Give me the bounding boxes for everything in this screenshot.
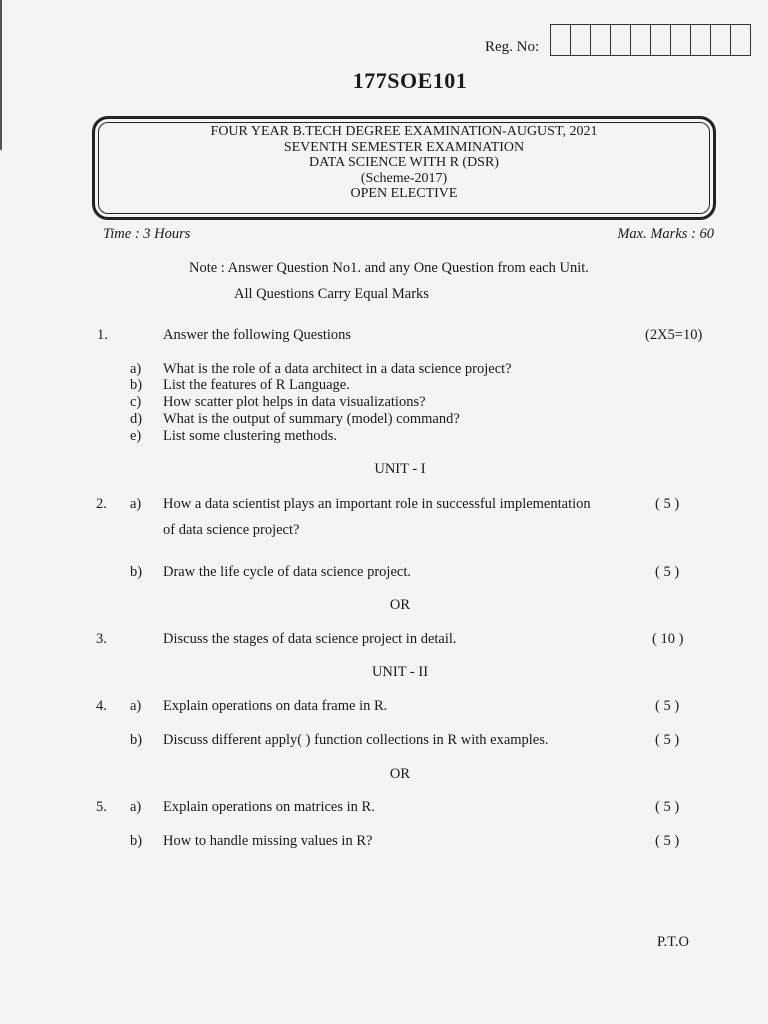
- reg-digit-box[interactable]: [590, 24, 611, 56]
- question-marks: ( 5 ): [655, 564, 680, 580]
- question-marks: ( 5 ): [655, 833, 680, 849]
- subpart-text: How a data scientist plays an important role in successful implementation: [163, 496, 591, 512]
- elective-line: OPEN ELECTIVE: [350, 186, 458, 201]
- question-number: 3.: [96, 631, 107, 647]
- max-marks: Max. Marks : 60: [617, 226, 714, 242]
- subpart-label: d): [130, 411, 143, 427]
- subpart-label: e): [130, 428, 142, 444]
- reg-digit-box[interactable]: [610, 24, 631, 56]
- question-marks: (2X5=10): [645, 327, 703, 343]
- subpart-label: b): [130, 564, 143, 580]
- reg-digit-box[interactable]: [730, 24, 751, 56]
- question-marks: ( 5 ): [655, 799, 680, 815]
- subpart-label: a): [130, 496, 142, 512]
- scheme-line: (Scheme-2017): [360, 170, 448, 186]
- reg-digit-box[interactable]: [650, 24, 671, 56]
- reg-digit-box[interactable]: [670, 24, 691, 56]
- subpart-text: What is the output of summary (model) command?: [163, 411, 460, 427]
- subpart-text: Draw the life cycle of data science project.: [163, 564, 411, 580]
- time-duration: Time : 3 Hours: [103, 226, 191, 242]
- subpart-text: List some clustering methods.: [163, 428, 337, 444]
- reg-digit-box[interactable]: [570, 24, 591, 56]
- subpart-text: Explain operations on data frame in R.: [163, 698, 388, 714]
- subpart-label: c): [130, 394, 142, 410]
- subpart-label: b): [130, 377, 143, 393]
- reg-no-boxes[interactable]: [551, 24, 751, 56]
- subject-line: DATA SCIENCE WITH R (DSR): [309, 155, 499, 170]
- subpart-text: How scatter plot helps in data visualizations?: [163, 394, 426, 410]
- unit-heading: UNIT - II: [371, 664, 429, 680]
- unit-heading: UNIT - I: [374, 461, 426, 477]
- reg-digit-box[interactable]: [690, 24, 711, 56]
- subpart-text: Discuss different apply( ) function collections in R with examples.: [163, 732, 549, 748]
- subpart-label: b): [130, 732, 143, 748]
- reg-digit-box[interactable]: [550, 24, 571, 56]
- question-marks: ( 5 ): [655, 496, 680, 512]
- or-separator: OR: [389, 766, 411, 782]
- subpart-label: a): [130, 799, 142, 815]
- reg-digit-box[interactable]: [710, 24, 731, 56]
- page-turn-note: P.T.O: [657, 934, 689, 950]
- subpart-label: a): [130, 361, 142, 377]
- subpart-text: Explain operations on matrices in R.: [163, 799, 375, 815]
- or-separator: OR: [389, 597, 411, 613]
- reg-no-label: Reg. No:: [485, 39, 540, 55]
- exam-header: [92, 124, 716, 202]
- question-text: Answer the following Questions: [163, 327, 352, 343]
- subpart-text-cont: of data science project?: [163, 522, 300, 538]
- subpart-text: How to handle missing values in R?: [163, 833, 373, 849]
- paper-code: 177SOE101: [352, 68, 468, 93]
- semester-line: SEVENTH SEMESTER EXAMINATION: [283, 139, 525, 155]
- question-marks: ( 10 ): [652, 631, 684, 647]
- question-number: 2.: [96, 496, 107, 512]
- question-marks: ( 5 ): [655, 698, 680, 714]
- subpart-label: b): [130, 833, 143, 849]
- question-number: 5.: [96, 799, 107, 815]
- instruction-note: Note : Answer Question No1. and any One Question from each Unit.: [189, 260, 589, 276]
- subpart-label: a): [130, 698, 142, 714]
- question-marks: ( 5 ): [655, 732, 680, 748]
- question-number: 4.: [96, 698, 107, 714]
- exam-title: FOUR YEAR B.TECH DEGREE EXAMINATION-AUGUST, 2021: [210, 124, 598, 139]
- instruction-note-2: All Questions Carry Equal Marks: [234, 286, 429, 302]
- question-text: Discuss the stages of data science project in detail.: [163, 631, 457, 647]
- subpart-text: What is the role of a data architect in a data science project?: [163, 361, 512, 377]
- reg-digit-box[interactable]: [630, 24, 651, 56]
- subpart-text: List the features of R Language.: [163, 377, 350, 393]
- question-number: 1.: [97, 327, 108, 343]
